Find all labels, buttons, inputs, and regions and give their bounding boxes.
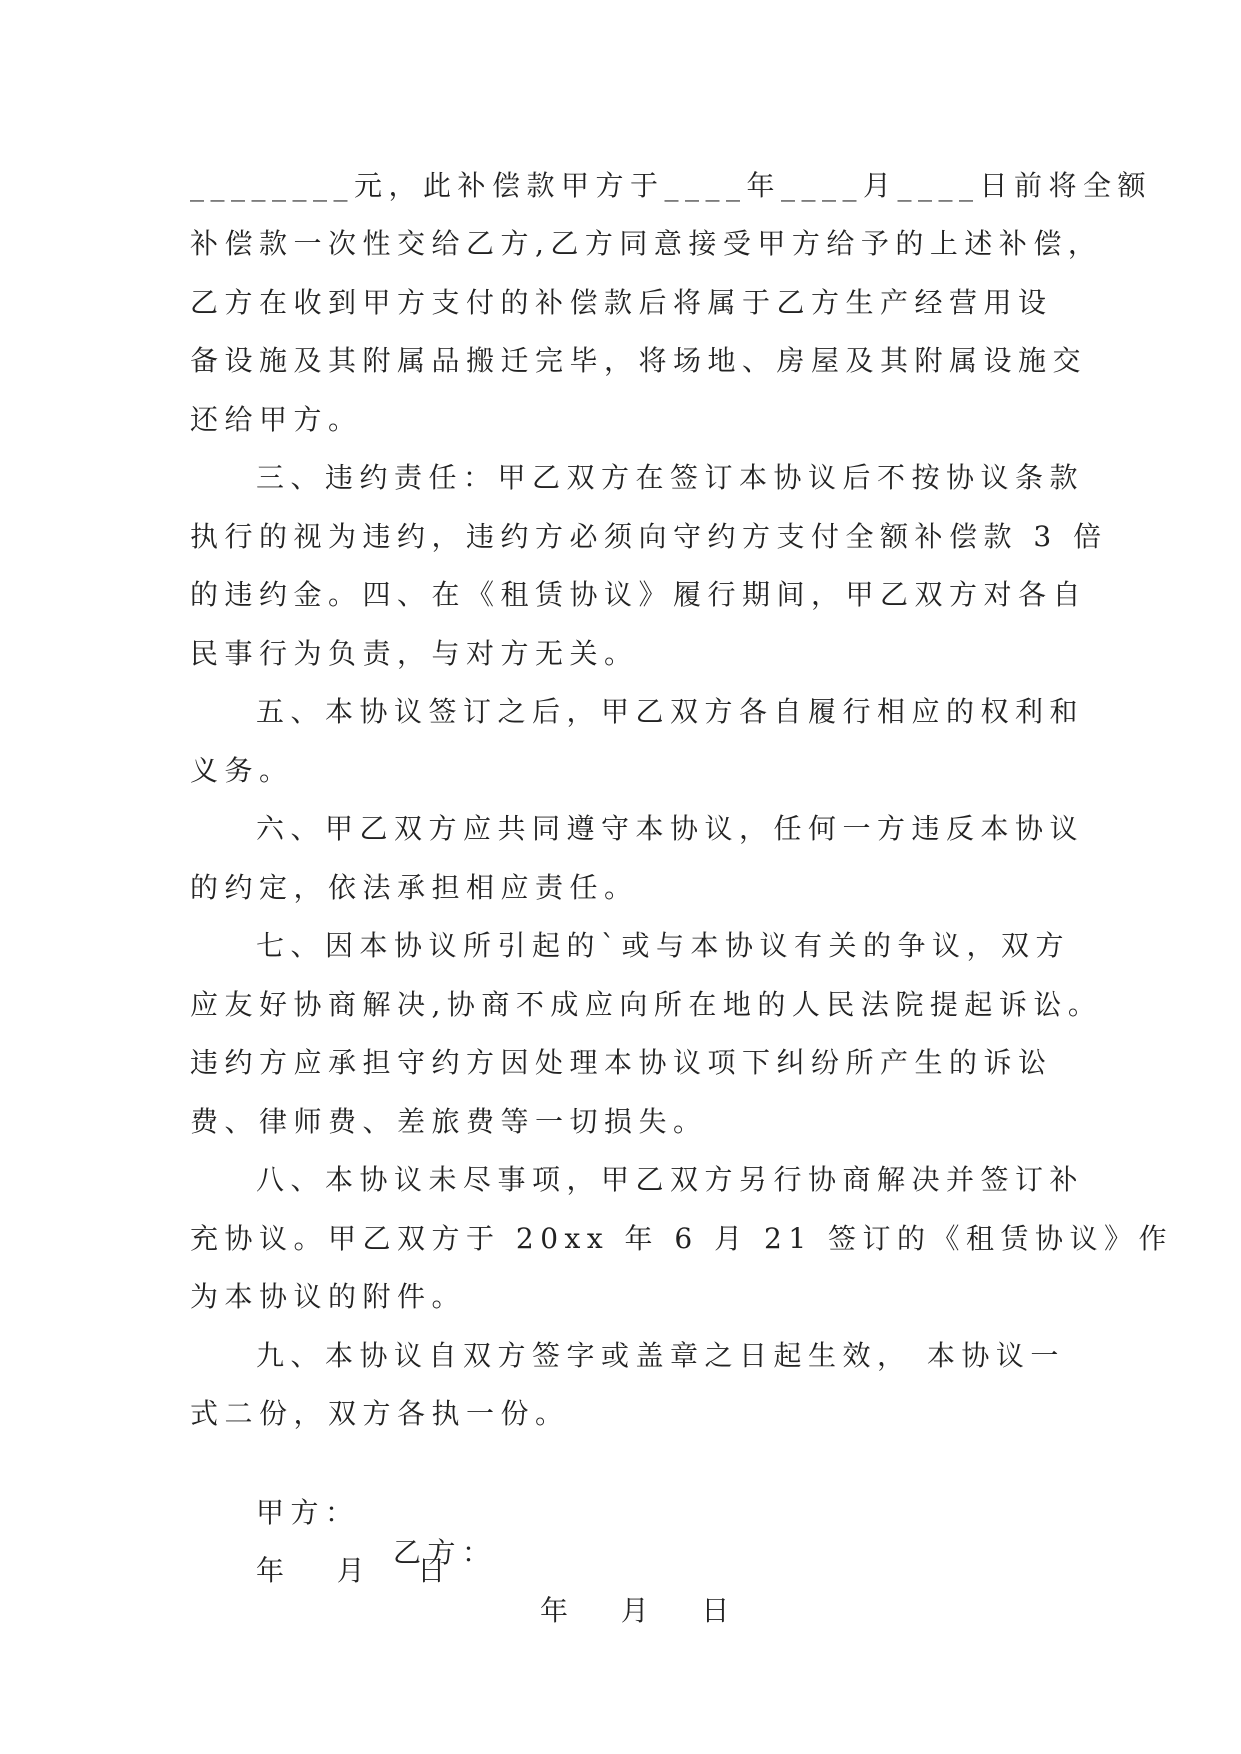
body-line: 为本协议的附件。 bbox=[190, 1280, 467, 1313]
body-line: 备设施及其附属品搬迁完毕，将场地、房屋及其附属设施交 bbox=[190, 344, 1088, 377]
body-line: ________元，此补偿款甲方于____年____月____日前将全额 bbox=[190, 169, 1153, 202]
body-line: 充协议。甲乙双方于 20xx 年 6 月 21 签订的《租赁协议》作 bbox=[190, 1222, 1174, 1255]
party-a-signature-label: 甲方： bbox=[256, 1496, 360, 1529]
body-line: 补偿款一次性交给乙方,乙方同意接受甲方给予的上述补偿， bbox=[190, 227, 1103, 260]
party-a-date-label: 年 月 日 bbox=[256, 1554, 452, 1587]
clause-5-heading-line: 五、本协议签订之后，甲乙双方各自履行相应的权利和 bbox=[256, 695, 1085, 728]
clause-6-heading-line: 六、甲乙双方应共同遵守本协议，任何一方违反本协议 bbox=[256, 812, 1085, 845]
body-line: 民事行为负责，与对方无关。 bbox=[190, 637, 639, 670]
body-line: 式二份，双方各执一份。 bbox=[190, 1397, 570, 1430]
body-line: 的约定，依法承担相应责任。 bbox=[190, 871, 639, 904]
party-b-date-label: 年 月 日 bbox=[540, 1594, 736, 1627]
body-line: 违约方应承担守约方因处理本协议项下纠纷所产生的诉讼 bbox=[190, 1046, 1053, 1079]
body-line: 义务。 bbox=[190, 754, 294, 787]
body-line: 乙方在收到甲方支付的补偿款后将属于乙方生产经营用设 bbox=[190, 286, 1053, 319]
body-line: 还给甲方。 bbox=[190, 403, 363, 436]
body-line: 应友好协商解决,协商不成应向所在地的人民法院提起诉讼。 bbox=[190, 988, 1103, 1021]
date-row bbox=[0, 1511, 1241, 1671]
party-b-signature-label: 乙方： bbox=[393, 1536, 497, 1569]
body-line: 的违约金。四、在《租赁协议》履行期间，甲乙双方对各自 bbox=[190, 578, 1088, 611]
clause-9-heading-line: 九、本协议自双方签字或盖章之日起生效， 本协议一 bbox=[256, 1339, 1065, 1372]
body-line: 执行的视为违约，违约方必须向守约方支付全额补偿款 3 倍 bbox=[190, 520, 1108, 553]
clause-7-heading-line: 七、因本协议所引起的`或与本协议有关的争议，双方 bbox=[256, 929, 1071, 962]
body-line: 费、律师费、差旅费等一切损失。 bbox=[190, 1105, 708, 1138]
clause-3-heading-line: 三、违约责任：甲乙双方在签订本协议后不按协议条款 bbox=[256, 461, 1085, 494]
clause-8-heading-line: 八、本协议未尽事项，甲乙双方另行协商解决并签订补 bbox=[256, 1163, 1085, 1196]
